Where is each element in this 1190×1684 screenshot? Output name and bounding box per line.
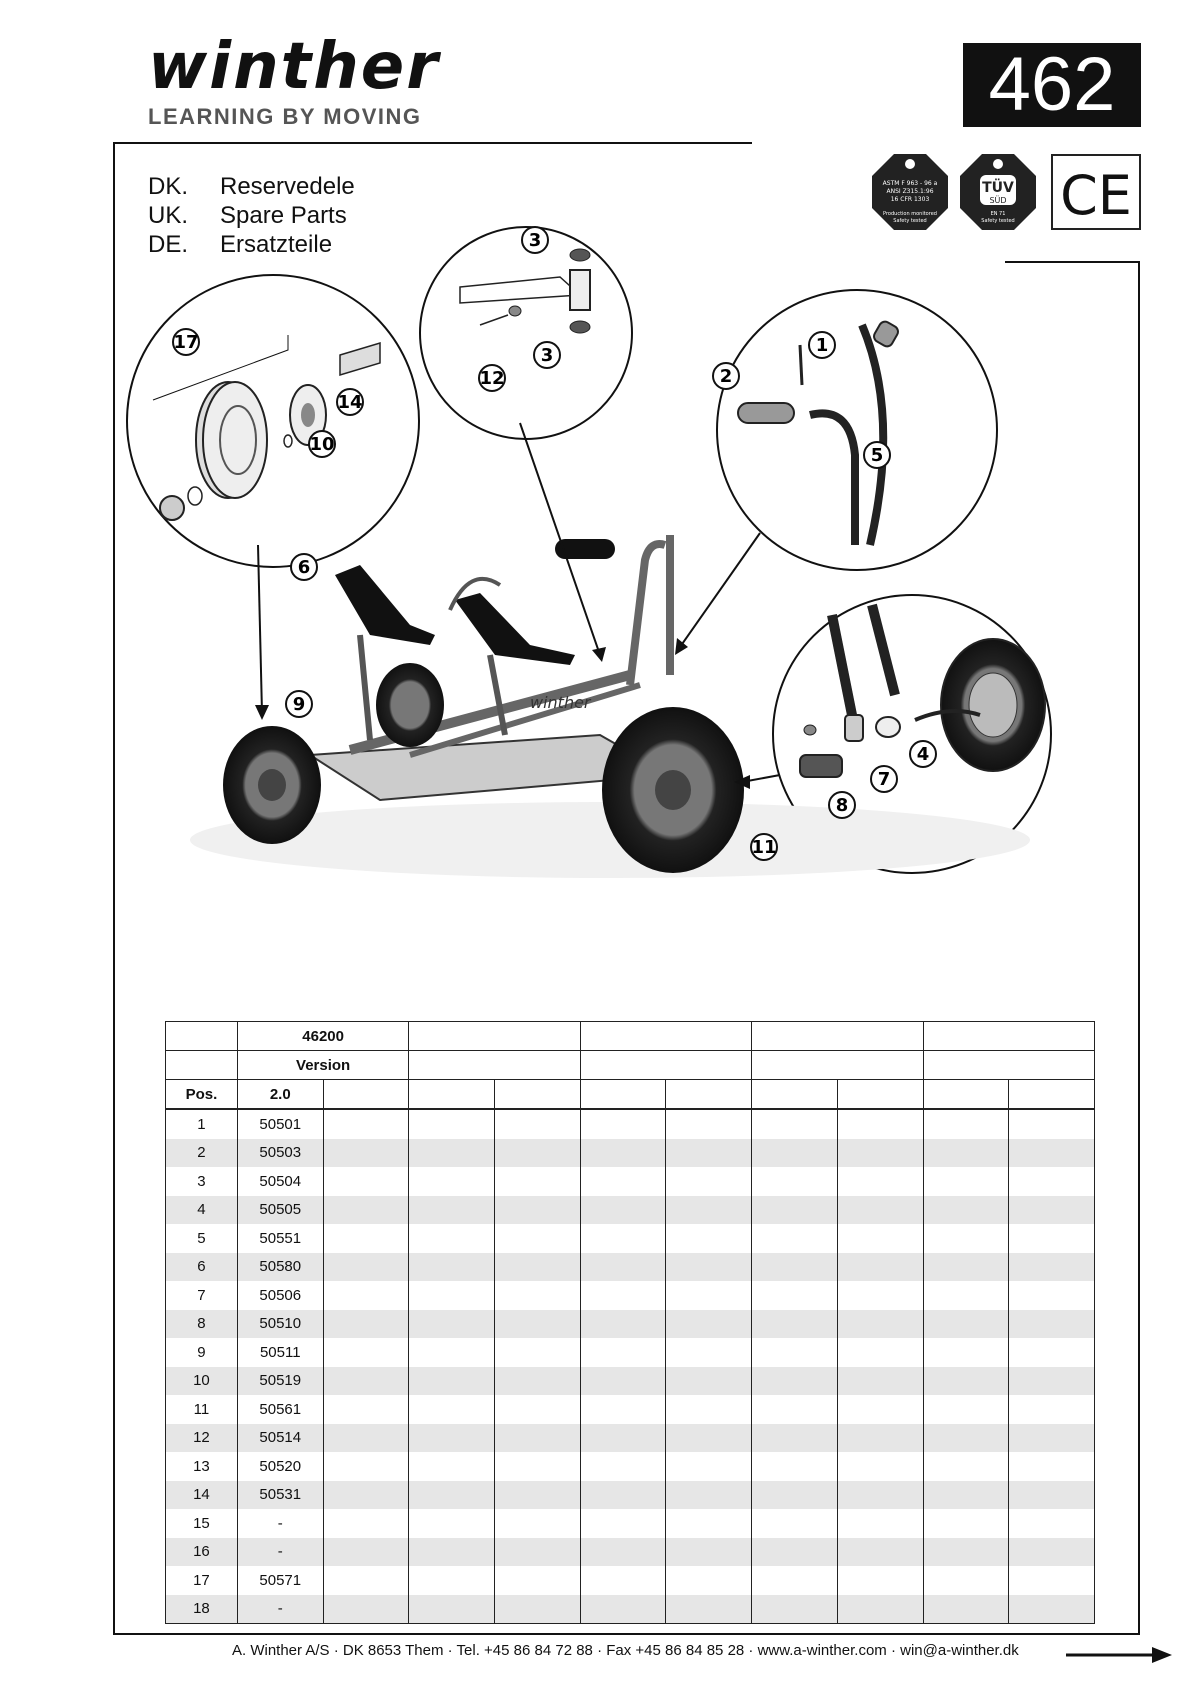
empty-cell xyxy=(666,1196,752,1225)
empty-cell xyxy=(837,1481,923,1510)
callout-8 xyxy=(829,792,855,818)
empty-cell xyxy=(666,1109,752,1139)
svg-text:ANSI Z315.1:96: ANSI Z315.1:96 xyxy=(886,188,934,195)
empty-cell xyxy=(923,1109,1009,1139)
empty-cell xyxy=(409,1595,495,1624)
empty-cell xyxy=(409,1338,495,1367)
empty-cell xyxy=(409,1538,495,1567)
empty-cell xyxy=(923,1452,1009,1481)
svg-text:3: 3 xyxy=(528,230,542,251)
part-number-cell: 50571 xyxy=(237,1566,323,1595)
empty-cell xyxy=(752,1481,838,1510)
empty-cell xyxy=(409,1109,495,1139)
empty-cell xyxy=(580,1538,666,1567)
empty-cell xyxy=(1009,1452,1095,1481)
empty-cell xyxy=(752,1139,838,1168)
empty-cell xyxy=(1009,1139,1095,1168)
empty-cell xyxy=(923,1310,1009,1339)
empty-cell xyxy=(837,1139,923,1168)
pos-cell: 1 xyxy=(166,1109,238,1139)
empty-cell xyxy=(666,1481,752,1510)
part-number-cell: 50510 xyxy=(237,1310,323,1339)
svg-text:7: 7 xyxy=(877,769,891,790)
table-row xyxy=(166,1481,1095,1510)
pos-cell: 7 xyxy=(166,1281,238,1310)
svg-text:Safety tested: Safety tested xyxy=(981,218,1015,224)
pos-cell: 6 xyxy=(166,1253,238,1282)
table-row xyxy=(166,1452,1095,1481)
empty-cell xyxy=(323,1224,409,1253)
empty-cell xyxy=(580,1566,666,1595)
svg-text:Safety tested: Safety tested xyxy=(893,218,927,224)
table-row xyxy=(166,1139,1095,1168)
pos-cell: 10 xyxy=(166,1367,238,1396)
empty-cell xyxy=(323,1338,409,1367)
empty-cell xyxy=(923,1253,1009,1282)
empty-cell xyxy=(837,1595,923,1624)
empty-cell xyxy=(752,1167,838,1196)
part-number-cell: 50505 xyxy=(237,1196,323,1225)
empty-cell xyxy=(323,1167,409,1196)
empty-cell xyxy=(837,1395,923,1424)
table-header-article xyxy=(166,1022,1095,1051)
svg-text:9: 9 xyxy=(292,694,306,715)
svg-text:16 CFR 1303: 16 CFR 1303 xyxy=(890,196,930,203)
svg-text:EN 71: EN 71 xyxy=(990,211,1006,217)
callout-4 xyxy=(910,741,936,767)
header-cell-blank xyxy=(166,1022,238,1051)
table-row xyxy=(166,1224,1095,1253)
empty-cell xyxy=(752,1595,838,1624)
table-row xyxy=(166,1595,1095,1624)
table-row xyxy=(166,1281,1095,1310)
empty-cell xyxy=(495,1196,581,1225)
table-row xyxy=(166,1395,1095,1424)
empty-cell xyxy=(752,1109,838,1139)
callout-14 xyxy=(479,365,505,391)
empty-cell xyxy=(1009,1281,1095,1310)
empty-cell xyxy=(580,1109,666,1139)
empty-cell xyxy=(752,1310,838,1339)
table-row xyxy=(166,1196,1095,1225)
part-number-cell: 50519 xyxy=(237,1367,323,1396)
svg-text:ASTM F 963 - 96 a: ASTM F 963 - 96 a xyxy=(882,180,938,187)
svg-text:1: 1 xyxy=(815,335,829,356)
svg-text:17: 17 xyxy=(173,332,199,353)
empty-cell xyxy=(580,1367,666,1396)
empty-cell xyxy=(580,1595,666,1624)
empty-cell xyxy=(495,1310,581,1339)
language-code: DE. xyxy=(148,231,189,258)
language-label: Reservedele xyxy=(220,173,355,200)
empty-cell xyxy=(923,1281,1009,1310)
language-label: Ersatzteile xyxy=(220,231,333,258)
svg-text:12: 12 xyxy=(479,368,505,389)
empty-cell xyxy=(837,1338,923,1367)
callout-7 xyxy=(871,766,897,792)
part-number-cell: 50520 xyxy=(237,1452,323,1481)
part-number-cell: - xyxy=(237,1538,323,1567)
empty-cell xyxy=(837,1509,923,1538)
empty-cell xyxy=(666,1167,752,1196)
empty-cell xyxy=(1009,1109,1095,1139)
empty-cell xyxy=(495,1338,581,1367)
part-number-cell: 50504 xyxy=(237,1167,323,1196)
empty-cell xyxy=(837,1167,923,1196)
part-number-cell: 50511 xyxy=(237,1338,323,1367)
empty-cell xyxy=(837,1281,923,1310)
callout-6 xyxy=(291,554,317,580)
pos-cell: 3 xyxy=(166,1167,238,1196)
empty-cell xyxy=(580,1253,666,1282)
empty-cell xyxy=(323,1196,409,1225)
empty-cell xyxy=(323,1452,409,1481)
empty-cell xyxy=(923,1595,1009,1624)
empty-cell xyxy=(923,1367,1009,1396)
svg-text:Production monitored: Production monitored xyxy=(883,211,937,217)
empty-cell xyxy=(1009,1595,1095,1624)
empty-cell xyxy=(495,1395,581,1424)
empty-cell xyxy=(666,1253,752,1282)
empty-cell xyxy=(752,1281,838,1310)
empty-cell xyxy=(666,1538,752,1567)
empty-cell xyxy=(323,1424,409,1453)
empty-cell xyxy=(666,1509,752,1538)
empty-cell xyxy=(495,1424,581,1453)
empty-cell xyxy=(752,1196,838,1225)
empty-cell xyxy=(666,1367,752,1396)
empty-cell xyxy=(323,1281,409,1310)
footer-contact: A. Winther A/S · DK 8653 Them · Tel. +45 86 84 72 88 · Fax +45 86 84 85 28 · www.a-winther.com · win@a-winther.dk xyxy=(232,1642,1019,1659)
empty-cell xyxy=(837,1109,923,1139)
part-number-cell: 50551 xyxy=(237,1224,323,1253)
empty-cell xyxy=(837,1310,923,1339)
empty-cell xyxy=(666,1395,752,1424)
empty-cell xyxy=(580,1509,666,1538)
table-row xyxy=(166,1310,1095,1339)
empty-cell xyxy=(1009,1196,1095,1225)
empty-cell xyxy=(323,1367,409,1396)
svg-text:6: 6 xyxy=(297,557,311,578)
empty-cell xyxy=(580,1224,666,1253)
empty-cell xyxy=(409,1224,495,1253)
empty-cell xyxy=(1009,1424,1095,1453)
pos-cell: 17 xyxy=(166,1566,238,1595)
part-number-cell: 50514 xyxy=(237,1424,323,1453)
empty-cell xyxy=(666,1424,752,1453)
empty-cell xyxy=(837,1452,923,1481)
language-label: Spare Parts xyxy=(220,202,347,229)
empty-cell xyxy=(495,1253,581,1282)
callout-10 xyxy=(309,431,335,457)
part-number-cell: - xyxy=(237,1509,323,1538)
empty-cell xyxy=(495,1367,581,1396)
empty-cell xyxy=(323,1139,409,1168)
callout-9 xyxy=(286,691,312,717)
empty-cell xyxy=(323,1538,409,1567)
pos-cell: 16 xyxy=(166,1538,238,1567)
empty-cell xyxy=(1009,1367,1095,1396)
empty-cell xyxy=(323,1566,409,1595)
header-cell-blank xyxy=(166,1051,238,1080)
version-label: Version xyxy=(237,1051,409,1080)
article-number: 46200 xyxy=(237,1022,409,1051)
callout-1 xyxy=(809,332,835,358)
empty-cell xyxy=(1009,1481,1095,1510)
empty-cell xyxy=(495,1167,581,1196)
empty-cell xyxy=(495,1481,581,1510)
empty-cell xyxy=(495,1538,581,1567)
pos-cell: 5 xyxy=(166,1224,238,1253)
empty-cell xyxy=(409,1367,495,1396)
part-number-cell: 50561 xyxy=(237,1395,323,1424)
spare-parts-table xyxy=(165,1021,1095,1624)
empty-cell xyxy=(409,1253,495,1282)
empty-cell xyxy=(666,1452,752,1481)
empty-cell xyxy=(409,1452,495,1481)
empty-cell xyxy=(837,1424,923,1453)
empty-cell xyxy=(580,1481,666,1510)
table-row xyxy=(166,1509,1095,1538)
pos-cell: 11 xyxy=(166,1395,238,1424)
table-row xyxy=(166,1338,1095,1367)
callout-11 xyxy=(751,834,777,860)
empty-cell xyxy=(752,1424,838,1453)
empty-cell xyxy=(495,1566,581,1595)
detail-axle-caps xyxy=(420,227,632,439)
empty-cell xyxy=(409,1481,495,1510)
empty-cell xyxy=(666,1139,752,1168)
pos-cell: 12 xyxy=(166,1424,238,1453)
empty-cell xyxy=(752,1253,838,1282)
table-row xyxy=(166,1253,1095,1282)
empty-cell xyxy=(323,1481,409,1510)
callout-3-bottom xyxy=(534,342,560,368)
empty-cell xyxy=(1009,1167,1095,1196)
part-number-cell: 50506 xyxy=(237,1281,323,1310)
empty-cell xyxy=(923,1167,1009,1196)
empty-cell xyxy=(923,1338,1009,1367)
svg-text:2: 2 xyxy=(719,366,733,387)
pos-cell: 9 xyxy=(166,1338,238,1367)
empty-cell xyxy=(923,1395,1009,1424)
part-number-cell: 50580 xyxy=(237,1253,323,1282)
table-row xyxy=(166,1109,1095,1139)
empty-cell xyxy=(923,1196,1009,1225)
empty-cell xyxy=(495,1281,581,1310)
empty-cell xyxy=(923,1509,1009,1538)
empty-cell xyxy=(923,1424,1009,1453)
part-number-cell: 50501 xyxy=(237,1109,323,1139)
empty-cell xyxy=(752,1566,838,1595)
empty-cell xyxy=(1009,1338,1095,1367)
empty-cell xyxy=(752,1538,838,1567)
empty-cell xyxy=(752,1452,838,1481)
table-header-pos xyxy=(166,1080,1095,1110)
pos-cell: 14 xyxy=(166,1481,238,1510)
parts-table-body xyxy=(166,1109,1095,1624)
svg-text:3: 3 xyxy=(540,345,554,366)
callout-17 xyxy=(173,329,199,355)
tagline: LEARNING BY MOVING xyxy=(148,104,422,129)
pos-cell: 4 xyxy=(166,1196,238,1225)
empty-cell xyxy=(409,1196,495,1225)
empty-cell xyxy=(495,1109,581,1139)
svg-text:CE: CE xyxy=(1060,164,1132,227)
empty-cell xyxy=(323,1310,409,1339)
empty-cell xyxy=(580,1139,666,1168)
callout-2 xyxy=(713,363,739,389)
empty-cell xyxy=(580,1338,666,1367)
empty-cell xyxy=(752,1509,838,1538)
callout-3-top xyxy=(522,227,548,253)
empty-cell xyxy=(323,1395,409,1424)
svg-text:5: 5 xyxy=(870,445,884,466)
part-number-cell: - xyxy=(237,1595,323,1624)
empty-cell xyxy=(323,1509,409,1538)
frame-logo: winther xyxy=(530,693,591,712)
brand-logo xyxy=(148,38,528,103)
empty-cell xyxy=(580,1395,666,1424)
empty-cell xyxy=(1009,1566,1095,1595)
empty-cell xyxy=(580,1424,666,1453)
empty-cell xyxy=(409,1167,495,1196)
pos-cell: 2 xyxy=(166,1139,238,1168)
empty-cell xyxy=(923,1139,1009,1168)
empty-cell xyxy=(666,1224,752,1253)
logo-text: winther xyxy=(148,38,440,98)
language-code: UK. xyxy=(148,202,189,229)
empty-cell xyxy=(837,1367,923,1396)
empty-cell xyxy=(752,1395,838,1424)
empty-cell xyxy=(323,1109,409,1139)
empty-cell xyxy=(666,1338,752,1367)
spare-parts-illustration xyxy=(110,215,1130,985)
table-row xyxy=(166,1367,1095,1396)
pos-cell: 15 xyxy=(166,1509,238,1538)
empty-cell xyxy=(666,1595,752,1624)
detail-handlebar xyxy=(717,290,997,570)
empty-cell xyxy=(1009,1224,1095,1253)
part-number-cell: 50503 xyxy=(237,1139,323,1168)
table-row xyxy=(166,1167,1095,1196)
empty-cell xyxy=(580,1310,666,1339)
empty-cell xyxy=(923,1224,1009,1253)
empty-cell xyxy=(323,1595,409,1624)
svg-text:TÜV: TÜV xyxy=(982,180,1014,196)
version-number: 2.0 xyxy=(237,1080,323,1110)
pos-cell: 13 xyxy=(166,1452,238,1481)
empty-cell xyxy=(495,1139,581,1168)
empty-cell xyxy=(752,1367,838,1396)
empty-cell xyxy=(923,1538,1009,1567)
svg-text:11: 11 xyxy=(751,837,777,858)
empty-cell xyxy=(409,1395,495,1424)
empty-cell xyxy=(837,1538,923,1567)
svg-text:10: 10 xyxy=(309,434,335,455)
svg-text:4: 4 xyxy=(916,744,930,765)
callout-5 xyxy=(864,442,890,468)
empty-cell xyxy=(837,1196,923,1225)
empty-cell xyxy=(580,1196,666,1225)
language-row-dk xyxy=(148,172,355,201)
svg-text:SÜD: SÜD xyxy=(989,196,1007,205)
empty-cell xyxy=(495,1509,581,1538)
empty-cell xyxy=(495,1595,581,1624)
empty-cell xyxy=(923,1566,1009,1595)
svg-text:14: 14 xyxy=(337,392,363,413)
table-row xyxy=(166,1566,1095,1595)
empty-cell xyxy=(837,1253,923,1282)
pos-header: Pos. xyxy=(166,1080,238,1110)
next-page-arrow-icon xyxy=(1066,1645,1174,1665)
svg-text:8: 8 xyxy=(835,795,849,816)
empty-cell xyxy=(409,1509,495,1538)
empty-cell xyxy=(409,1281,495,1310)
empty-cell xyxy=(752,1224,838,1253)
language-code: DK. xyxy=(148,173,189,200)
empty-cell xyxy=(1009,1395,1095,1424)
empty-cell xyxy=(1009,1538,1095,1567)
empty-cell xyxy=(409,1424,495,1453)
empty-cell xyxy=(580,1281,666,1310)
empty-cell xyxy=(495,1224,581,1253)
empty-cell xyxy=(323,1253,409,1282)
empty-cell xyxy=(409,1566,495,1595)
empty-cell xyxy=(1009,1509,1095,1538)
empty-cell xyxy=(1009,1310,1095,1339)
empty-cell xyxy=(837,1566,923,1595)
detail-rear-wheel xyxy=(127,275,419,567)
empty-cell xyxy=(923,1481,1009,1510)
model-number: 462 xyxy=(963,43,1141,127)
table-row xyxy=(166,1538,1095,1567)
empty-cell xyxy=(666,1281,752,1310)
empty-cell xyxy=(666,1566,752,1595)
empty-cell xyxy=(1009,1253,1095,1282)
table-header-version xyxy=(166,1051,1095,1080)
empty-cell xyxy=(409,1310,495,1339)
empty-cell xyxy=(837,1224,923,1253)
part-number-cell: 50531 xyxy=(237,1481,323,1510)
empty-cell xyxy=(666,1310,752,1339)
empty-cell xyxy=(409,1139,495,1168)
pos-cell: 18 xyxy=(166,1595,238,1624)
callout-12 xyxy=(337,389,363,415)
empty-cell xyxy=(580,1452,666,1481)
empty-cell xyxy=(495,1452,581,1481)
table-row xyxy=(166,1424,1095,1453)
pos-cell: 8 xyxy=(166,1310,238,1339)
empty-cell xyxy=(752,1338,838,1367)
empty-cell xyxy=(580,1167,666,1196)
